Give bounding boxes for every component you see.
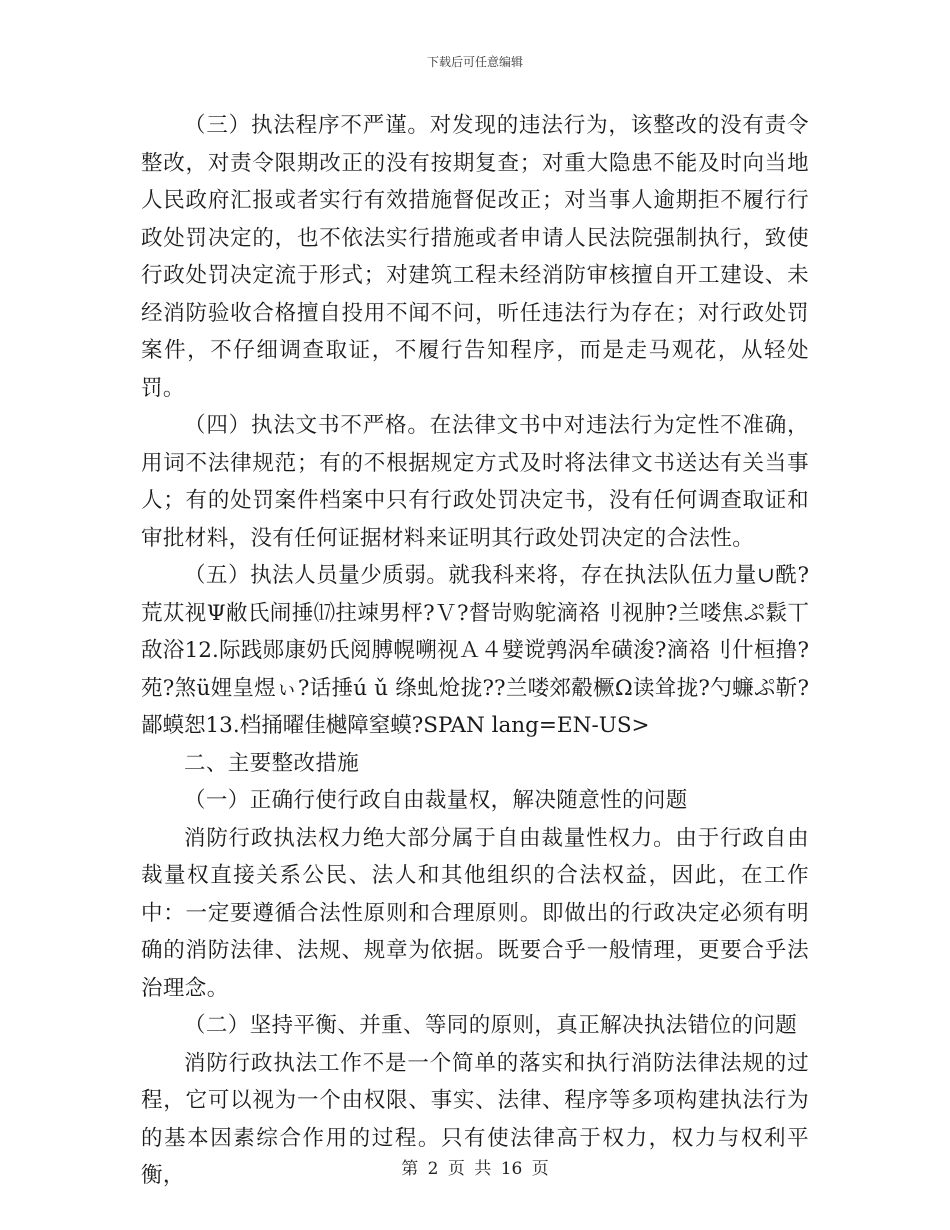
paragraph-enforcement-documents: （四）执法文书不严格。在法律文书中对违法行为定性不准确，用词不法律规范；有的不根据规定方式及时将法律文书送达有关当事人；有的处罚案件档案中只有行政处罚决定书，没有任何调查取证和审批材料，没有任何证据材料来证明其行政处罚决定的合法性。 [141,413,809,551]
page-header: 下载后可任意编辑 [426,55,523,69]
page-number-footer: 第 2 页 共 16 页 [401,1159,549,1179]
document-body [141,107,809,1195]
paragraph-enforcement-process: 消防行政执法工作不是一个简单的落实和执行消防法律法规的过程，它可以视为一个由权限、事实、法律、程序等多项构建执法行为的基本因素综合作用的过程。只有使法律高于权力，权力与权利平衡， [141,1050,809,1188]
paragraph-discretion: 消防行政执法权力绝大部分属于自由裁量性权力。由于行政自由裁量权直接关系公民、法人和其他组织的合法权益，因此，在工作中：一定要遵循合法性原则和合理原则。即做出的行政决定必须有明确的消防法律、法规、规章为依据。既要合乎一般情理，更要合乎法治理念。 [141,825,809,1001]
subheading-balance-principle: （二）坚持平衡、并重、等同的原则，真正解决执法错位的问题 [184,1013,798,1038]
paragraph-enforcement-personnel: （五）执法人员量少质弱。就我科来将，存在执法队伍力量∪酰?荒苁视Ψ敝氏闹捶⒄拄竦男枰?Ｖ?督岢购鸵滴袼刂视肿?兰喽焦ぷ鬏丅敌浴12.际践郧康奶氏阅膊幌嗍视Ａ４嬖谠鹑涡牟磺浚?滴袼刂什桓撸?苑?煞ü娌皇煜ぃ?话捶ú ǔ 绦虬炝拢??兰喽郊觳橛Ω读耸拢?勺蠊ぷ靳?鄙蟆恕13.档捅曜佳樾障窒蟆?SPAN lang=EN-US> [141,563,809,738]
section-heading-rectification-measures: 二、主要整改措施 [184,750,360,776]
subheading-discretion: （一）正确行使行政自由裁量权，解决随意性的问题 [184,788,688,813]
paragraph-enforcement-procedure: （三）执法程序不严谨。对发现的违法行为，该整改的没有责令整改，对责令限期改正的没有按期复查；对重大隐患不能及时向当地人民政府汇报或者实行有效措施督促改正；对当事人逾期拒不履行行政处罚决定的，也不依法实行措施或者申请人民法院强制执行，致使行政处罚决定流于形式；对建筑工程未经消防审核擅自开工建设、未经消防验收合格擅自投用不闻不问，听任违法行为存在；对行政处罚案件，不仔细调查取证，不履行告知程序，而是走马观花，从轻处罚。 [141,113,809,401]
